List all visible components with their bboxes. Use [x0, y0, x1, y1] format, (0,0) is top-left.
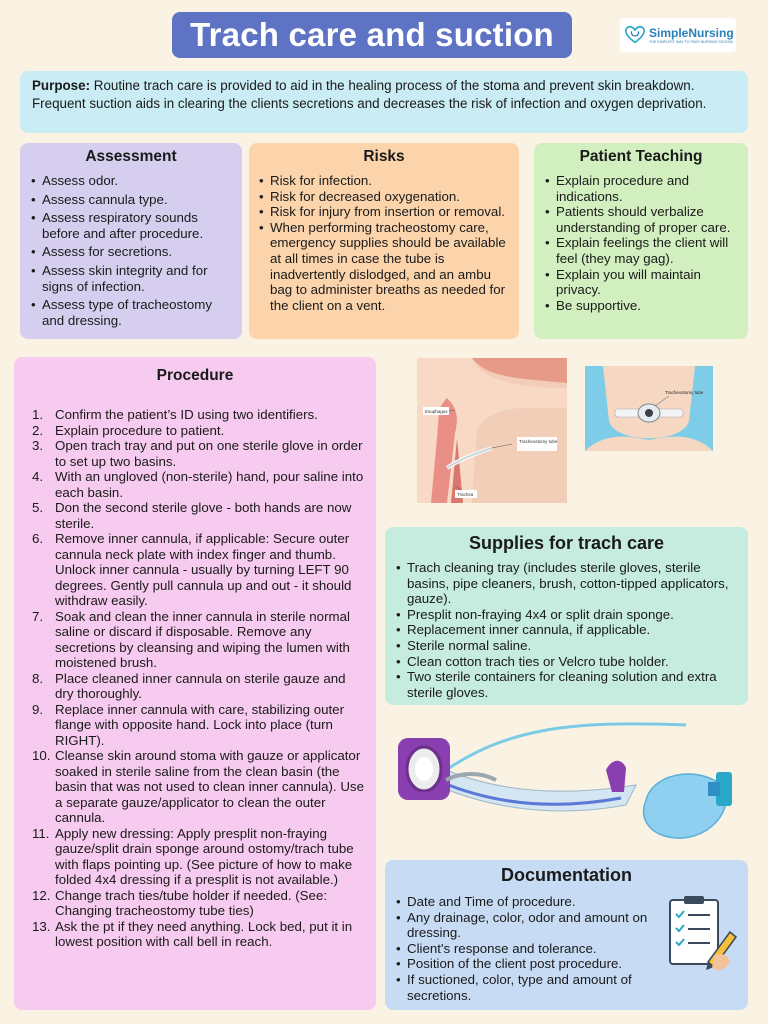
list-item: • Assess for secretions. — [30, 244, 236, 260]
list-item: • Explain you will maintain privacy. — [544, 267, 742, 298]
trachea-label: Trachea — [457, 492, 474, 497]
procedure-step — [32, 531, 366, 609]
step-number: 10. — [32, 748, 51, 763]
documentation-list — [395, 894, 668, 1003]
step-number: 8. — [32, 670, 44, 686]
step-text: Explain procedure to patient. — [55, 422, 225, 438]
heart-stethoscope-icon — [624, 24, 646, 46]
step-text: Ask the pt if they need anything. Lock bed, put it in lowest position with call bell in reach. — [55, 918, 353, 949]
procedure-step — [32, 500, 366, 531]
list-item: • Date and Time of procedure. — [395, 894, 668, 910]
list-item: • Explain procedure and indications. — [544, 173, 742, 204]
procedure-steps — [32, 407, 366, 950]
procedure-step — [32, 407, 366, 423]
purpose-panel — [20, 71, 748, 133]
procedure-step — [32, 919, 366, 950]
list-item: • Risk for injury from insertion or removal. — [258, 204, 511, 220]
purpose-body: Routine trach care is provided to aid in the healing process of the stoma and prevent skin breakdown. Frequent suction aids in clearing the clients secretions and decreases the risk of infection and oxygen deprivation. — [32, 78, 707, 111]
procedure-step — [32, 438, 366, 469]
assessment-title: Assessment — [85, 148, 177, 165]
teaching-title: Patient Teaching — [579, 148, 703, 165]
step-number: 2. — [32, 422, 44, 438]
procedure-step — [32, 826, 366, 888]
list-item: • Risk for decreased oxygenation. — [258, 189, 511, 205]
step-number: 13. — [32, 918, 51, 934]
list-item: • Trach cleaning tray (includes sterile gloves, sterile basins, pipe cleaners, brush, cotton-tipped applicators, gauze). — [395, 560, 740, 607]
step-number: 6. — [32, 531, 44, 546]
list-item: • Clean cotton trach ties or Velcro tube holder. — [395, 654, 740, 670]
step-text: With an ungloved (non-sterile) hand, pour saline into each basin. — [55, 469, 364, 500]
list-item: • If suctioned, color, type and amount of secretions. — [395, 972, 668, 1003]
supplies-panel — [385, 527, 748, 705]
purpose-label: Purpose: — [32, 78, 91, 93]
logo-name: SimpleNursing — [649, 26, 734, 40]
list-item: • Be supportive. — [544, 298, 742, 314]
step-number: 11. — [32, 825, 50, 841]
step-number: 4. — [32, 469, 44, 484]
step-text: Apply new dressing: Apply presplit non-fraying gauze/split drain sponge around ostomy/trach tube with flaps pointing up. (See picture of how to make folded 4x4 dressing if a presplit is not available.) — [55, 825, 354, 887]
list-item: • Assess respiratory sounds before and after procedure. — [30, 210, 236, 241]
step-number: 1. — [32, 407, 44, 422]
teaching-list — [544, 173, 742, 313]
neck-tracheostomy-illustration — [585, 366, 713, 451]
procedure-title: Procedure — [156, 367, 234, 384]
step-text: Place cleaned inner cannula on sterile gauze and dry thoroughly. — [55, 670, 346, 701]
list-item: • Any drainage, color, odor and amount on dressing. — [395, 910, 668, 941]
procedure-step — [32, 702, 366, 749]
step-text: Remove inner cannula, if applicable: Secure outer cannula neck plate with index finger and thumb. Unlock inner cannula - usually by turning LEFT 90 degrees. Gently pull cannula up and out - it should withdraw easily. — [55, 531, 352, 608]
step-number: 12. — [32, 887, 51, 903]
list-item: • Assess type of tracheostomy and dressing. — [30, 297, 236, 328]
list-item: • Assess skin integrity and for signs of infection. — [30, 263, 236, 294]
tube-label: Tracheostomy tube — [519, 439, 558, 444]
tracheostomy-tube-and-ambu-bag-illustration — [386, 710, 748, 850]
step-text: Soak and clean the inner cannula in sterile normal saline or discard if disposable. Remove any secretions by cleansing and wiping the lumen with moistened brush. — [55, 608, 350, 670]
purpose-text — [32, 77, 736, 112]
simplenursing-logo — [620, 18, 736, 52]
step-number: 3. — [32, 438, 44, 453]
list-item: • Replacement inner cannula, if applicable. — [395, 622, 740, 638]
list-item: • Two sterile containers for cleaning solution and extra sterile gloves. — [395, 669, 740, 700]
step-number: 5. — [32, 500, 44, 515]
page-title: Trach care and suction — [190, 16, 554, 53]
step-text: Replace inner cannula with care, stabilizing outer flange with opposite hand. Lock into place (turn RIGHT). — [55, 701, 344, 748]
procedure-step — [32, 423, 366, 439]
supplies-title: Supplies for trach care — [468, 533, 665, 553]
procedure-step — [32, 888, 366, 919]
procedure-step — [32, 748, 366, 826]
step-text: Cleanse skin around stoma with gauze or applicator soaked in sterile saline from the clean basin (the basin that was not used to clean inner cannula). Use a separate gauze/applicator to clean the outer cannula. — [55, 748, 364, 825]
list-item: • Patients should verbalize understanding of proper care. — [544, 204, 742, 235]
list-item: • Risk for infection. — [258, 173, 511, 189]
list-item: • Assess odor. — [30, 173, 236, 189]
list-item: • Assess cannula type. — [30, 192, 236, 208]
documentation-title: Documentation — [500, 865, 632, 885]
procedure-panel — [14, 357, 376, 1010]
list-item: • Position of the client post procedure. — [395, 956, 668, 972]
step-number: 9. — [32, 701, 44, 717]
title-banner — [172, 12, 572, 58]
list-item: • Presplit non-fraying 4x4 or split drain sponge. — [395, 607, 740, 623]
procedure-step — [32, 671, 366, 702]
step-text: Confirm the patient’s ID using two identifiers. — [55, 407, 318, 422]
patient-teaching-panel — [534, 143, 748, 339]
procedure-step — [32, 609, 366, 671]
assessment-list — [30, 173, 236, 328]
step-text: Open trach tray and put on one sterile glove in order to set up two basins. — [55, 438, 363, 469]
step-text: Change trach ties/tube holder if needed. (See: Changing tracheostomy tube ties) — [55, 887, 328, 918]
risks-title: Risks — [363, 148, 405, 165]
risks-panel — [249, 143, 519, 339]
procedure-step — [32, 469, 366, 500]
risks-list — [258, 173, 511, 313]
supplies-list — [395, 560, 740, 700]
list-item: • Client's response and tolerance. — [395, 941, 668, 957]
list-item: • Explain feelings the client will feel (they may gag). — [544, 235, 742, 266]
neck-tube-label: Tracheostomy tube — [665, 390, 704, 395]
logo-tagline: THE SIMPLEST WAY TO PASS NURSING SCHOOL — [649, 40, 734, 44]
step-text: Don the second sterile glove - both hands are now sterile. — [55, 500, 352, 531]
list-item: • When performing tracheostomy care, emergency supplies should be available at all times in case the tube is inadvertently dislodged, and an ambu bag to administer breaths as needed for the client on a vent. — [258, 220, 511, 314]
throat-anatomy-illustration — [417, 358, 567, 503]
list-item: • Sterile normal saline. — [395, 638, 740, 654]
esophagus-label: Esophagus — [425, 409, 448, 414]
step-number: 7. — [32, 608, 44, 624]
assessment-panel — [20, 143, 242, 339]
clipboard-pen-icon — [664, 892, 742, 976]
